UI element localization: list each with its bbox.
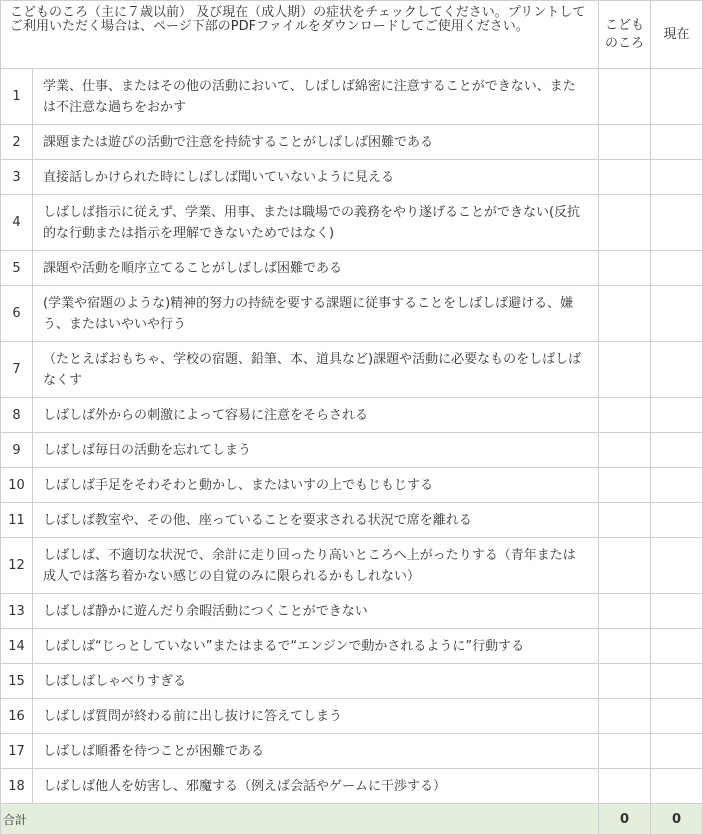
- childhood-check-cell[interactable]: [599, 594, 651, 629]
- item-number: 14: [1, 629, 33, 664]
- current-check-cell[interactable]: [651, 69, 703, 125]
- current-check-cell[interactable]: [651, 160, 703, 195]
- current-check-cell[interactable]: [651, 699, 703, 734]
- column-header-current: 現在: [651, 1, 703, 69]
- current-check-cell[interactable]: [651, 468, 703, 503]
- current-check-cell[interactable]: [651, 629, 703, 664]
- table-row: [1, 398, 703, 433]
- instructions-text: こどものころ（主に７歳以前） 及び現在（成人期）の症状をチェックしてください。プリントしてご利用いただく場合は、ページ下部のPDFファイルをダウンロードしてご使用ください。: [1, 1, 599, 69]
- symptom-text: しばしば“じっとしていない”またはまるで“エンジンで動かされるように”行動する: [33, 629, 599, 664]
- table-row: [1, 734, 703, 769]
- table-row: [1, 468, 703, 503]
- item-number: 4: [1, 195, 33, 251]
- symptom-text: 直接話しかけられた時にしばしば聞いていないように見える: [33, 160, 599, 195]
- table-row: [1, 699, 703, 734]
- item-number: 7: [1, 342, 33, 398]
- childhood-check-cell[interactable]: [599, 160, 651, 195]
- childhood-check-cell[interactable]: [599, 286, 651, 342]
- childhood-check-cell[interactable]: [599, 69, 651, 125]
- symptom-text: しばしば指示に従えず、学業、用事、または職場での義務をやり遂げることができない(反抗的な行動または指示を理解できないためではなく): [33, 195, 599, 251]
- symptom-text: しばしば他人を妨害し、邪魔する（例えば会話やゲームに干渉する）: [33, 769, 599, 804]
- symptom-text: しばしば順番を待つことが困難である: [33, 734, 599, 769]
- symptom-text: しばしば質問が終わる前に出し抜けに答えてしまう: [33, 699, 599, 734]
- childhood-check-cell[interactable]: [599, 538, 651, 594]
- header-row: [1, 1, 703, 69]
- childhood-check-cell[interactable]: [599, 699, 651, 734]
- table-row: [1, 342, 703, 398]
- current-check-cell[interactable]: [651, 398, 703, 433]
- table-row: [1, 286, 703, 342]
- item-number: 12: [1, 538, 33, 594]
- item-number: 6: [1, 286, 33, 342]
- childhood-check-cell[interactable]: [599, 734, 651, 769]
- childhood-check-cell[interactable]: [599, 664, 651, 699]
- item-number: 13: [1, 594, 33, 629]
- current-check-cell[interactable]: [651, 503, 703, 538]
- current-check-cell[interactable]: [651, 286, 703, 342]
- symptom-text: しばしば外からの刺激によって容易に注意をそらされる: [33, 398, 599, 433]
- symptom-text: 課題または遊びの活動で注意を持続することがしばしば困難である: [33, 125, 599, 160]
- current-check-cell[interactable]: [651, 125, 703, 160]
- childhood-check-cell[interactable]: [599, 342, 651, 398]
- item-number: 3: [1, 160, 33, 195]
- symptom-text: しばしばしゃべりすぎる: [33, 664, 599, 699]
- symptom-text: 学業、仕事、またはその他の活動において、しばしば綿密に注意することができない、または不注意な過ちをおかす: [33, 69, 599, 125]
- symptom-text: しばしば手足をそわそわと動かし、またはいすの上でもじもじする: [33, 468, 599, 503]
- table-row: [1, 160, 703, 195]
- table-row: [1, 125, 703, 160]
- item-number: 2: [1, 125, 33, 160]
- table-row: [1, 433, 703, 468]
- total-childhood-value: 0: [599, 804, 651, 835]
- current-check-cell[interactable]: [651, 769, 703, 804]
- item-number: 15: [1, 664, 33, 699]
- symptom-text: しばしば、不適切な状況で、余計に走り回ったり高いところへ上がったりする（青年または成人では落ち着かない感じの自覚のみに限られるかもしれない）: [33, 538, 599, 594]
- item-number: 11: [1, 503, 33, 538]
- current-check-cell[interactable]: [651, 433, 703, 468]
- childhood-check-cell[interactable]: [599, 769, 651, 804]
- current-check-cell[interactable]: [651, 664, 703, 699]
- symptom-text: しばしば静かに遊んだり余暇活動につくことができない: [33, 594, 599, 629]
- current-check-cell[interactable]: [651, 251, 703, 286]
- table-row: [1, 769, 703, 804]
- current-check-cell[interactable]: [651, 594, 703, 629]
- total-label: 合計: [1, 804, 599, 835]
- symptom-text: (学業や宿題のような)精神的努力の持続を要する課題に従事することをしばしば避ける、嫌う、またはいやいや行う: [33, 286, 599, 342]
- current-check-cell[interactable]: [651, 734, 703, 769]
- item-number: 8: [1, 398, 33, 433]
- symptom-text: しばしば毎日の活動を忘れてしまう: [33, 433, 599, 468]
- item-number: 10: [1, 468, 33, 503]
- current-check-cell[interactable]: [651, 538, 703, 594]
- current-check-cell[interactable]: [651, 342, 703, 398]
- childhood-check-cell[interactable]: [599, 125, 651, 160]
- symptom-text: （たとえばおもちゃ、学校の宿題、鉛筆、本、道具など)課題や活動に必要なものをしばしばなくす: [33, 342, 599, 398]
- childhood-check-cell[interactable]: [599, 251, 651, 286]
- symptom-text: しばしば教室や、その他、座っていることを要求される状況で席を離れる: [33, 503, 599, 538]
- table-row: [1, 503, 703, 538]
- childhood-check-cell[interactable]: [599, 398, 651, 433]
- childhood-check-cell[interactable]: [599, 433, 651, 468]
- checklist-body: [1, 69, 703, 804]
- table-row: [1, 195, 703, 251]
- symptom-text: 課題や活動を順序立てることがしばしば困難である: [33, 251, 599, 286]
- table-row: [1, 664, 703, 699]
- childhood-check-cell[interactable]: [599, 195, 651, 251]
- item-number: 17: [1, 734, 33, 769]
- table-row: [1, 251, 703, 286]
- column-header-childhood: [599, 1, 651, 69]
- item-number: 16: [1, 699, 33, 734]
- total-row: [1, 804, 703, 835]
- item-number: 9: [1, 433, 33, 468]
- table-row: [1, 629, 703, 664]
- current-check-cell[interactable]: [651, 195, 703, 251]
- table-row: [1, 538, 703, 594]
- column-header-childhood-label: こども のころ: [604, 17, 644, 51]
- table-row: [1, 69, 703, 125]
- childhood-check-cell[interactable]: [599, 629, 651, 664]
- item-number: 1: [1, 69, 33, 125]
- item-number: 18: [1, 769, 33, 804]
- item-number: 5: [1, 251, 33, 286]
- total-current-value: 0: [651, 804, 703, 835]
- table-row: [1, 594, 703, 629]
- childhood-check-cell[interactable]: [599, 503, 651, 538]
- childhood-check-cell[interactable]: [599, 468, 651, 503]
